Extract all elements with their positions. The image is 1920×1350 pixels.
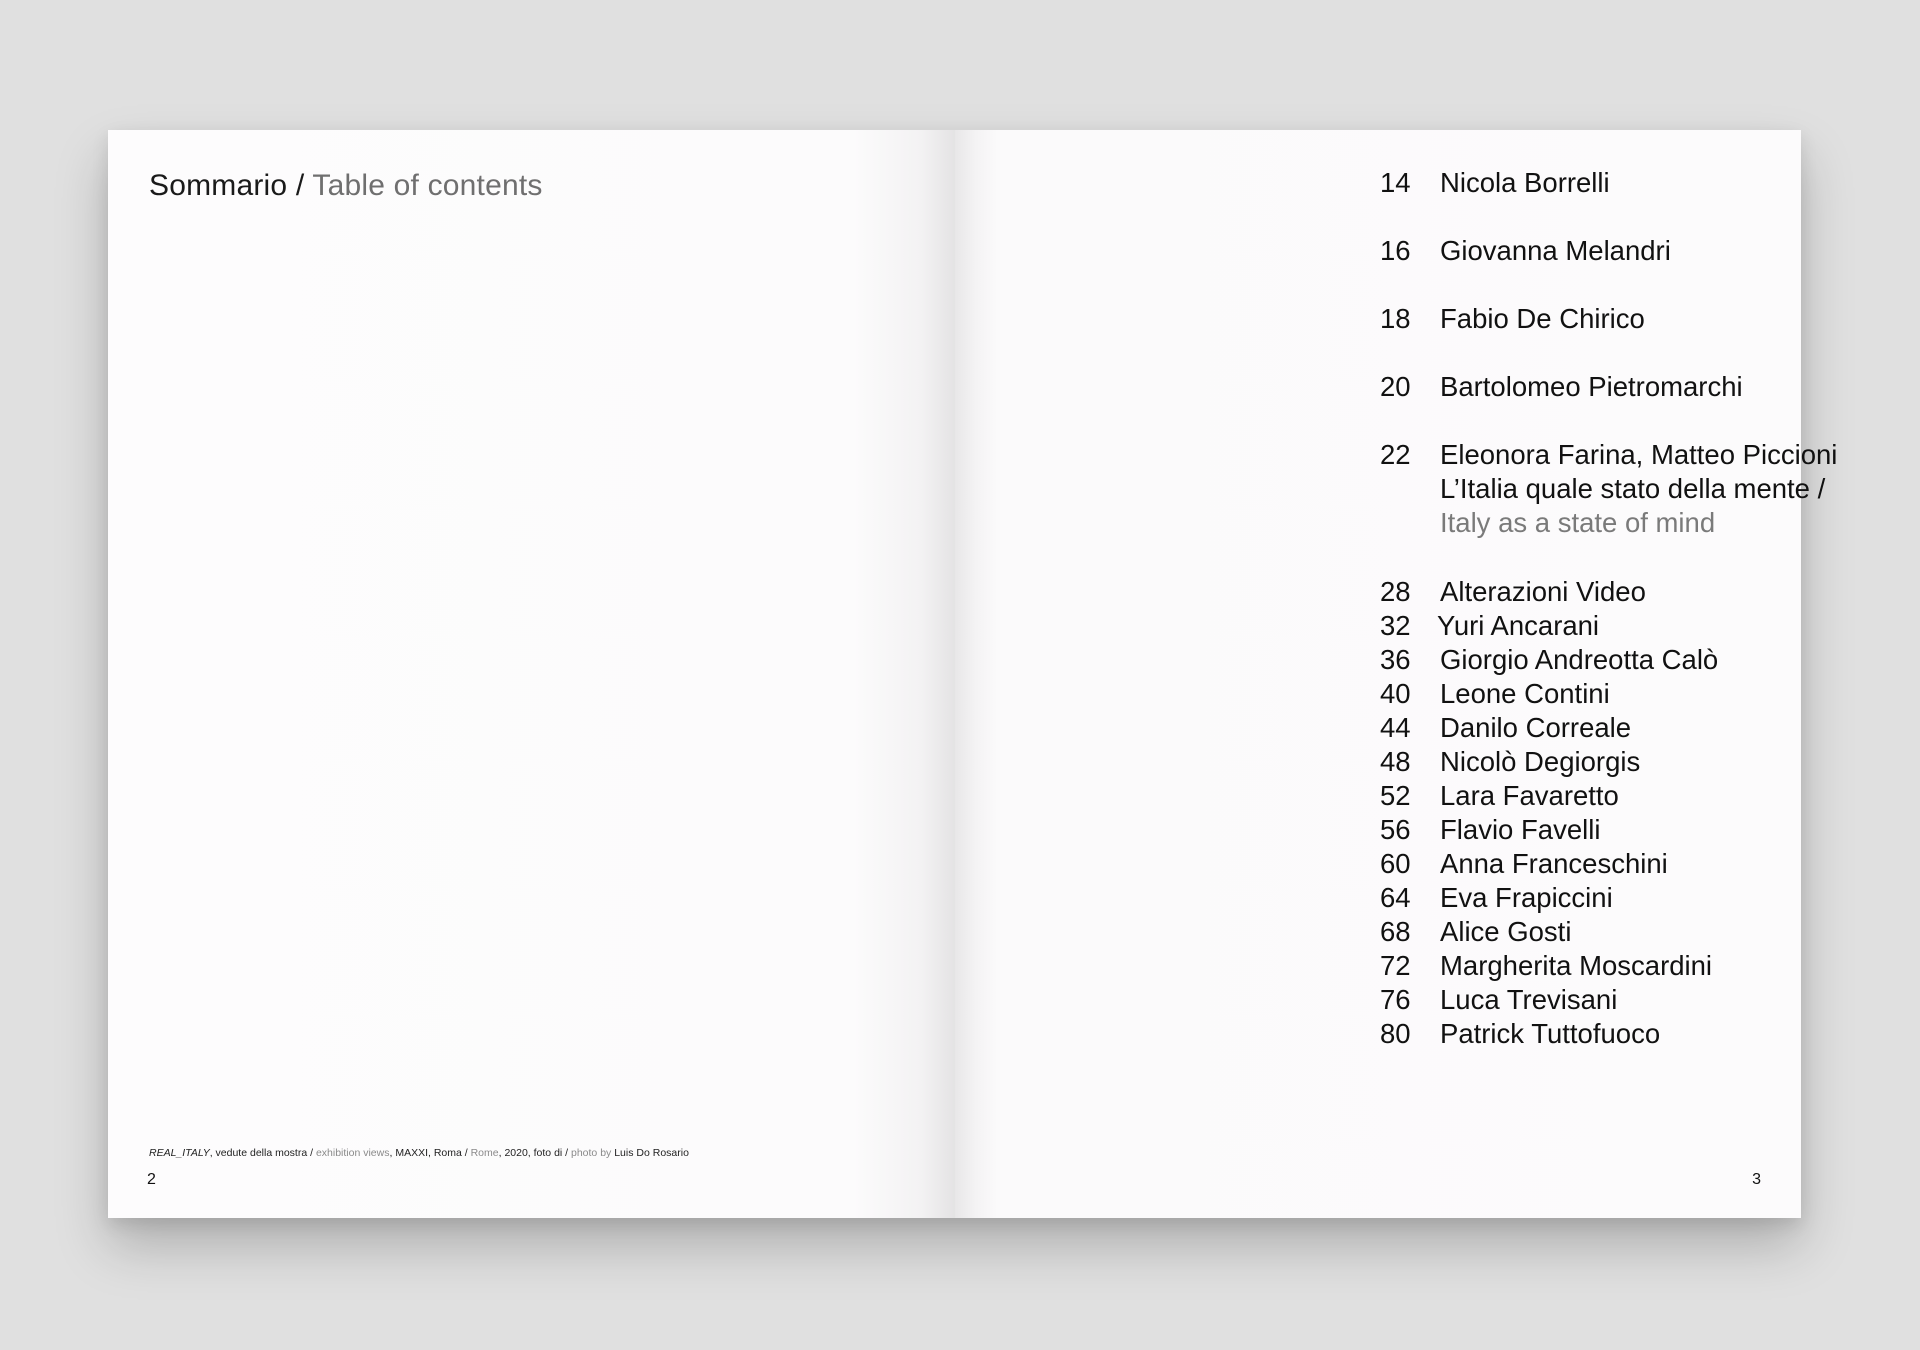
toc-entry-name: Danilo Correale (1440, 712, 1632, 743)
toc-entry-name: Lara Favaretto (1440, 780, 1619, 811)
page-number-right: 3 (1752, 1171, 1761, 1188)
toc-entry-page: 52 (1380, 780, 1411, 811)
caption-part3-en: photo by (571, 1147, 612, 1159)
toc-entry-page: 80 (1380, 1018, 1411, 1049)
toc-entry-page: 32 (1380, 610, 1411, 641)
toc-entry-page: 48 (1380, 746, 1411, 777)
page-number-left: 2 (147, 1171, 156, 1188)
book-spread (108, 130, 1838, 1218)
toc-entry-name: Leone Contini (1440, 678, 1610, 709)
toc-entry-name: Flavio Favelli (1440, 814, 1601, 845)
toc-entry-subtitle-english: Italy as a state of mind (1440, 507, 1716, 538)
title-italian: Sommario / (149, 169, 305, 202)
toc-entry-page: 18 (1380, 303, 1411, 334)
toc-entry-name: Anna Franceschini (1440, 848, 1668, 879)
caption-part2: , MAXXI, Roma / (389, 1147, 471, 1159)
toc-entry-name: Eleonora Farina, Matteo Piccioni (1440, 439, 1838, 470)
toc-entry-page: 56 (1380, 814, 1411, 845)
toc-entry-name: Bartolomeo Pietromarchi (1440, 371, 1743, 402)
toc-entry-name: Yuri Ancarani (1437, 610, 1600, 641)
photo-caption (149, 1146, 689, 1160)
toc-entry-page: 76 (1380, 984, 1411, 1015)
toc-entry-name: Giorgio Andreotta Calò (1440, 644, 1719, 675)
caption-exhibition-title: REAL_ITALY (149, 1147, 210, 1159)
toc-entry-name: Nicolò Degiorgis (1440, 746, 1641, 777)
right-page (955, 130, 1838, 1218)
toc-entry-page: 72 (1380, 950, 1411, 981)
toc-entry-page: 60 (1380, 848, 1411, 879)
toc-entry-page: 36 (1380, 644, 1411, 675)
page-title (149, 166, 543, 206)
toc-entry-name: Patrick Tuttofuoco (1440, 1018, 1661, 1049)
toc-entry-page: 28 (1380, 576, 1411, 607)
toc-entry-name: Alterazioni Video (1440, 576, 1646, 607)
toc-entry-page: 20 (1380, 371, 1411, 402)
caption-part3: , 2020, foto di / (498, 1147, 571, 1159)
toc-entry-page: 22 (1380, 439, 1411, 470)
caption-photographer: Luis Do Rosario (611, 1147, 689, 1159)
toc-entry-name: Fabio De Chirico (1440, 303, 1645, 334)
toc-entry-name: Margherita Moscardini (1440, 950, 1713, 981)
title-english: Table of contents (312, 169, 543, 202)
toc-entry-name: Giovanna Melandri (1440, 235, 1671, 266)
toc-entry-subtitle-italian: L’Italia quale stato della mente / (1440, 473, 1826, 504)
caption-part2-en: Rome (470, 1147, 499, 1159)
caption-part1: , vedute della mostra / (209, 1147, 316, 1159)
toc-entry-name: Alice Gosti (1440, 916, 1572, 947)
toc-entry-name: Nicola Borrelli (1440, 167, 1610, 198)
toc-entry-page: 40 (1380, 678, 1411, 709)
toc-entry-page: 14 (1380, 167, 1411, 198)
caption-part1-en: exhibition views (315, 1147, 390, 1159)
left-page (108, 130, 955, 1218)
toc-entry-page: 16 (1380, 235, 1411, 266)
toc-entry-name: Luca Trevisani (1440, 984, 1618, 1015)
toc-entry-page: 68 (1380, 916, 1411, 947)
toc-entry-page: 64 (1380, 882, 1411, 913)
toc-entry-page: 44 (1380, 712, 1411, 743)
toc-entry-name: Eva Frapiccini (1440, 882, 1613, 913)
